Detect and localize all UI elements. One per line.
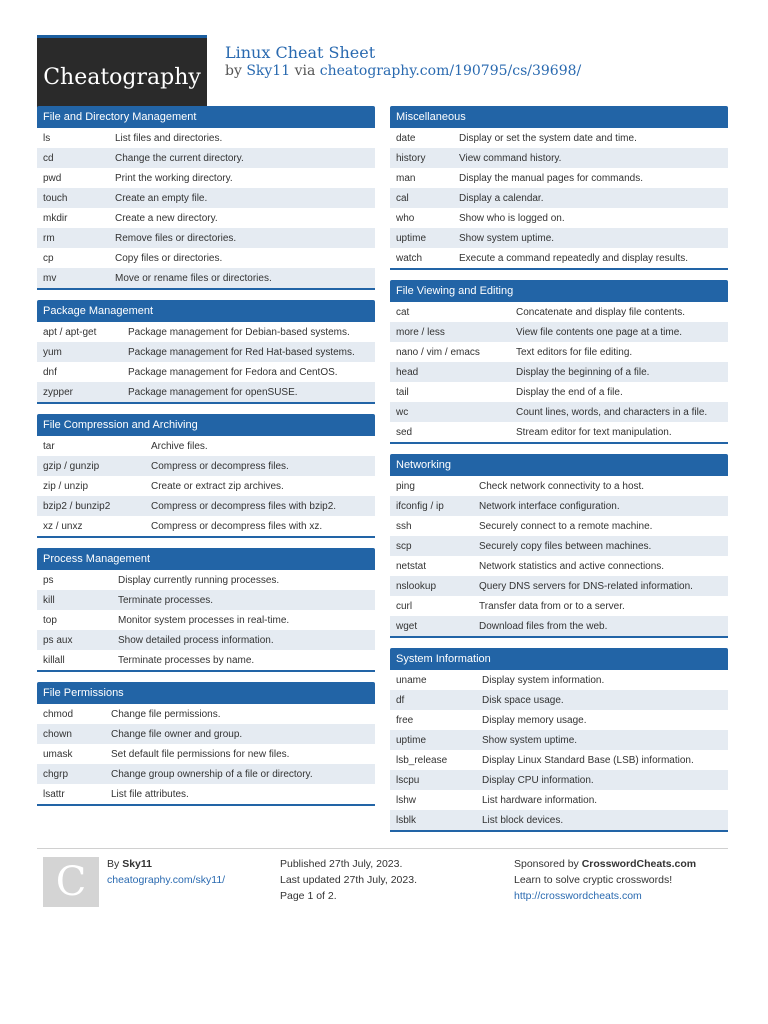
- command-name: xz / unxz: [43, 520, 83, 532]
- command-description: Set default file permissions for new files.: [111, 748, 290, 760]
- section: [37, 300, 375, 404]
- command-name: mkdir: [43, 212, 68, 224]
- command-description: Remove files or directories.: [109, 228, 375, 248]
- section-header: Process Management: [37, 548, 375, 570]
- command-name: nano / vim / emacs: [396, 346, 480, 358]
- command-description: Network interface configuration.: [473, 496, 728, 516]
- command-table: [37, 704, 375, 806]
- section: [390, 648, 728, 832]
- footer-dates: [280, 856, 417, 904]
- table-row: [37, 148, 375, 168]
- section: [390, 280, 728, 444]
- command-description: Copy files or directories.: [115, 252, 223, 264]
- table-row: [390, 596, 728, 616]
- sponsor-link[interactable]: http://crosswordcheats.com: [514, 890, 642, 902]
- footer-author: [107, 856, 225, 888]
- right-column: [390, 106, 728, 842]
- command-description: List hardware information.: [482, 794, 598, 806]
- command-name: more / less: [390, 322, 510, 342]
- command-name: scp: [390, 536, 473, 556]
- table-row: [37, 248, 375, 268]
- section-header: Package Management: [37, 300, 375, 322]
- command-name: history: [390, 148, 453, 168]
- command-name: dnf: [43, 366, 57, 378]
- command-name: head: [390, 362, 510, 382]
- command-description: Archive files.: [151, 440, 208, 452]
- footer-author-link[interactable]: cheatography.com/sky11/: [107, 874, 226, 886]
- table-row: [390, 730, 728, 750]
- footer-author-name: Sky11: [122, 858, 152, 870]
- command-name: gzip / gunzip: [37, 456, 145, 476]
- command-name: who: [396, 212, 415, 224]
- table-row: [37, 744, 375, 764]
- command-description: Stream editor for text manipulation.: [516, 426, 672, 438]
- command-name: ls: [43, 132, 51, 144]
- command-table: [390, 476, 728, 638]
- table-row: [390, 496, 728, 516]
- command-name: free: [396, 714, 414, 726]
- command-name: wc: [390, 402, 510, 422]
- command-description: Package management for Fedora and CentOS.: [128, 366, 338, 378]
- logo-text: Cheatography: [43, 65, 201, 90]
- command-description: Create or extract zip archives.: [151, 480, 284, 492]
- command-description: Text editors for file editing.: [516, 346, 633, 358]
- table-row: [390, 476, 728, 496]
- command-description: Disk space usage.: [476, 690, 728, 710]
- table-row: [390, 536, 728, 556]
- command-name: chmod: [43, 708, 74, 720]
- table-row: [390, 402, 728, 422]
- table-row: [390, 422, 728, 443]
- command-description: Display a calendar.: [453, 188, 728, 208]
- command-table: [390, 302, 728, 444]
- table-row: [390, 770, 728, 790]
- command-description: Change file owner and group.: [105, 724, 375, 744]
- table-row: [390, 188, 728, 208]
- command-table: [37, 570, 375, 672]
- command-name: pwd: [43, 172, 62, 184]
- table-row: [37, 496, 375, 516]
- by-label: by: [225, 63, 242, 79]
- command-description: Print the working directory.: [115, 172, 233, 184]
- command-name: curl: [396, 600, 413, 612]
- table-row: [390, 148, 728, 168]
- table-row: [37, 516, 375, 537]
- command-name: date: [396, 132, 416, 144]
- sponsor-name: CrosswordCheats.com: [581, 858, 697, 870]
- table-row: [37, 456, 375, 476]
- table-row: [37, 268, 375, 289]
- command-description: Display system information.: [482, 674, 605, 686]
- command-name: cal: [390, 188, 453, 208]
- table-row: [37, 228, 375, 248]
- table-row: [390, 342, 728, 362]
- command-description: Concatenate and display file contents.: [516, 306, 685, 318]
- table-row: [390, 208, 728, 228]
- command-name: cat: [396, 306, 410, 318]
- footer-by-label: By: [107, 858, 120, 870]
- updated-date: Last updated 27th July, 2023.: [280, 874, 417, 886]
- table-row: [37, 208, 375, 228]
- command-description: Query DNS servers for DNS-related information.: [473, 576, 728, 596]
- command-name: lsattr: [43, 788, 65, 800]
- command-description: View command history.: [453, 148, 728, 168]
- footer: [37, 848, 728, 919]
- command-description: Securely connect to a remote machine.: [479, 520, 653, 532]
- page-title: Linux Cheat Sheet: [225, 43, 376, 62]
- section: [37, 106, 375, 290]
- table-row: [37, 128, 375, 148]
- command-description: Create an empty file.: [109, 188, 375, 208]
- command-description: Show who is logged on.: [459, 212, 565, 224]
- command-table: [37, 322, 375, 404]
- table-row: [37, 630, 375, 650]
- table-row: [37, 764, 375, 784]
- command-name: rm: [37, 228, 109, 248]
- section-header: File and Directory Management: [37, 106, 375, 128]
- command-description: Display memory usage.: [482, 714, 587, 726]
- command-description: Display or set the system date and time.: [459, 132, 637, 144]
- author-link[interactable]: Sky11: [246, 63, 291, 79]
- section: [390, 454, 728, 638]
- table-row: [390, 670, 728, 690]
- command-name: wget: [390, 616, 473, 637]
- table-row: [37, 436, 375, 456]
- command-name: ps: [43, 574, 54, 586]
- table-row: [390, 322, 728, 342]
- command-name: uptime: [390, 228, 453, 248]
- command-table: [390, 128, 728, 270]
- table-row: [37, 322, 375, 342]
- command-name: kill: [37, 590, 112, 610]
- command-description: Check network connectivity to a host.: [479, 480, 645, 492]
- table-row: [37, 168, 375, 188]
- table-row: [390, 248, 728, 269]
- table-row: [390, 750, 728, 770]
- command-table: [37, 436, 375, 538]
- sheet-url-link[interactable]: cheatography.com/190795/cs/39698/: [319, 63, 582, 79]
- command-name: bzip2 / bunzip2: [37, 496, 145, 516]
- command-description: View file contents one page at a time.: [510, 322, 728, 342]
- table-row: [37, 704, 375, 724]
- command-name: netstat: [396, 560, 427, 572]
- command-description: Display currently running processes.: [118, 574, 280, 586]
- page-number: Page 1 of 2.: [280, 890, 337, 902]
- table-row: [390, 382, 728, 402]
- via-label: via: [294, 63, 316, 79]
- command-name: yum: [37, 342, 122, 362]
- command-name: lshw: [396, 794, 417, 806]
- command-description: Compress or decompress files.: [145, 456, 375, 476]
- table-row: [390, 690, 728, 710]
- table-row: [390, 128, 728, 148]
- command-name: lsblk: [390, 810, 476, 831]
- table-row: [37, 342, 375, 362]
- section-header: System Information: [390, 648, 728, 670]
- command-name: mv: [37, 268, 109, 289]
- command-name: tail: [396, 386, 409, 398]
- command-description: Create a new directory.: [115, 212, 218, 224]
- table-row: [37, 724, 375, 744]
- command-name: lsb_release: [396, 754, 448, 766]
- command-name: touch: [37, 188, 109, 208]
- table-row: [37, 590, 375, 610]
- command-description: Display the manual pages for commands.: [459, 172, 643, 184]
- command-description: List file attributes.: [111, 788, 189, 800]
- command-description: Move or rename files or directories.: [109, 268, 375, 289]
- section-header: Networking: [390, 454, 728, 476]
- command-name: watch: [396, 252, 423, 264]
- command-name: apt / apt-get: [43, 326, 97, 338]
- published-date: Published 27th July, 2023.: [280, 858, 403, 870]
- command-description: Change file permissions.: [111, 708, 221, 720]
- command-name: man: [396, 172, 416, 184]
- table-row: [390, 516, 728, 536]
- command-description: Terminate processes by name.: [118, 654, 255, 666]
- command-name: chgrp: [37, 764, 105, 784]
- table-row: [37, 188, 375, 208]
- left-column: [37, 106, 375, 816]
- command-name: nslookup: [390, 576, 473, 596]
- table-row: [390, 790, 728, 810]
- command-description: Display Linux Standard Base (LSB) information.: [482, 754, 694, 766]
- table-row: [390, 168, 728, 188]
- table-row: [390, 362, 728, 382]
- cheatography-logo[interactable]: [37, 35, 207, 117]
- section: [37, 414, 375, 538]
- command-name: ssh: [396, 520, 412, 532]
- table-row: [37, 362, 375, 382]
- command-description: Execute a command repeatedly and display results.: [459, 252, 689, 264]
- byline: [225, 63, 581, 79]
- command-name: zypper: [37, 382, 122, 403]
- command-description: Show detailed process information.: [112, 630, 375, 650]
- table-row: [37, 650, 375, 671]
- command-name: cp: [43, 252, 54, 264]
- command-description: Package management for Debian-based systems.: [128, 326, 350, 338]
- command-name: uname: [396, 674, 427, 686]
- command-name: uptime: [390, 730, 476, 750]
- cheatography-badge-icon: C: [43, 857, 99, 907]
- command-description: Network statistics and active connections.: [479, 560, 665, 572]
- section-header: File Viewing and Editing: [390, 280, 728, 302]
- table-row: [37, 610, 375, 630]
- command-table: [37, 128, 375, 290]
- sponsor-tagline: Learn to solve cryptic crosswords!: [514, 874, 673, 886]
- command-description: Compress or decompress files with xz.: [151, 520, 323, 532]
- footer-sponsor: [514, 856, 696, 904]
- table-row: [390, 576, 728, 596]
- command-name: killall: [43, 654, 65, 666]
- table-row: [37, 570, 375, 590]
- table-row: [390, 810, 728, 831]
- command-description: Display the beginning of a file.: [510, 362, 728, 382]
- table-row: [37, 784, 375, 805]
- command-name: lscpu: [390, 770, 476, 790]
- command-description: Download files from the web.: [473, 616, 728, 637]
- command-name: ping: [396, 480, 415, 492]
- command-description: List files and directories.: [115, 132, 223, 144]
- table-row: [390, 302, 728, 322]
- command-name: umask: [43, 748, 73, 760]
- command-description: Display the end of a file.: [516, 386, 623, 398]
- command-name: zip / unzip: [43, 480, 89, 492]
- command-description: Compress or decompress files with bzip2.: [145, 496, 375, 516]
- command-description: List block devices.: [476, 810, 728, 831]
- command-name: df: [390, 690, 476, 710]
- command-description: Show system uptime.: [453, 228, 728, 248]
- section: [37, 682, 375, 806]
- section: [390, 106, 728, 270]
- section-header: Miscellaneous: [390, 106, 728, 128]
- command-description: Show system uptime.: [476, 730, 728, 750]
- section-header: File Compression and Archiving: [37, 414, 375, 436]
- command-description: Change group ownership of a file or directory.: [105, 764, 375, 784]
- sponsor-label: Sponsored by: [514, 858, 579, 870]
- table-row: [390, 710, 728, 730]
- command-description: Terminate processes.: [112, 590, 375, 610]
- command-description: Change the current directory.: [109, 148, 375, 168]
- table-row: [390, 556, 728, 576]
- command-name: ps aux: [37, 630, 112, 650]
- command-description: Package management for Red Hat-based systems.: [122, 342, 375, 362]
- command-table: [390, 670, 728, 832]
- command-name: top: [43, 614, 57, 626]
- command-description: Monitor system processes in real-time.: [118, 614, 290, 626]
- command-description: Package management for openSUSE.: [122, 382, 375, 403]
- command-name: sed: [396, 426, 413, 438]
- table-row: [37, 382, 375, 403]
- command-name: tar: [43, 440, 55, 452]
- section-header: File Permissions: [37, 682, 375, 704]
- table-row: [390, 228, 728, 248]
- command-name: cd: [37, 148, 109, 168]
- section: [37, 548, 375, 672]
- command-description: Count lines, words, and characters in a file.: [510, 402, 728, 422]
- table-row: [37, 476, 375, 496]
- command-name: chown: [37, 724, 105, 744]
- command-name: ifconfig / ip: [390, 496, 473, 516]
- table-row: [390, 616, 728, 637]
- command-description: Transfer data from or to a server.: [479, 600, 625, 612]
- command-description: Securely copy files between machines.: [473, 536, 728, 556]
- command-description: Display CPU information.: [476, 770, 728, 790]
